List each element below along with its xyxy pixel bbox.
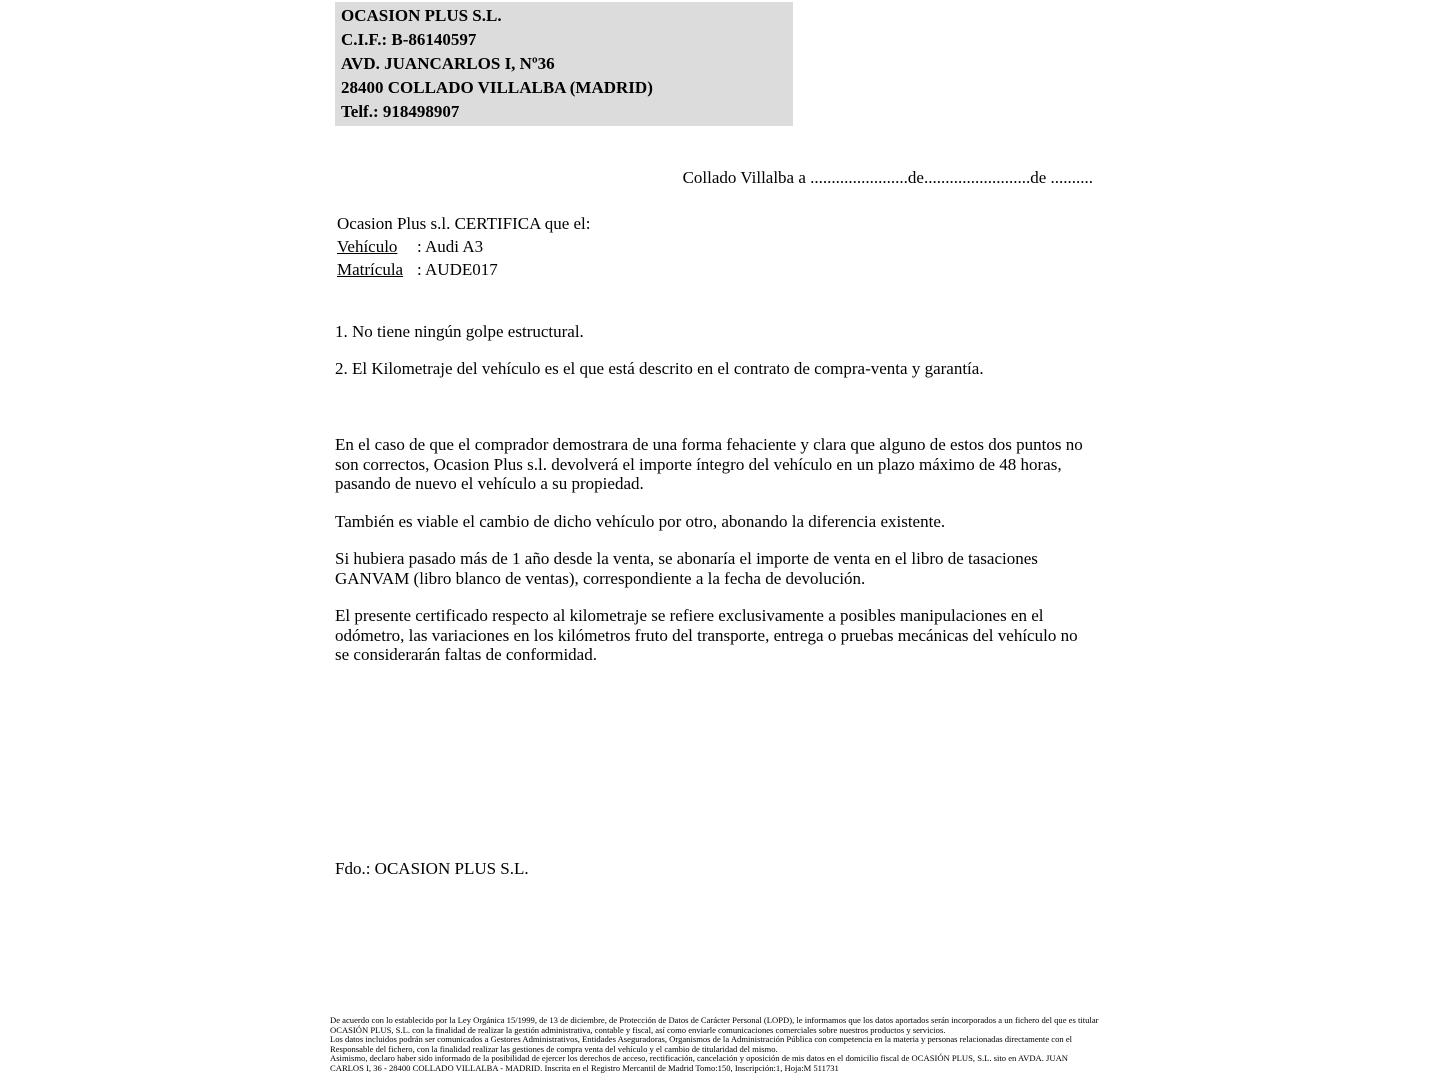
certify-block: [337, 212, 591, 281]
plate-value: : AUDE017: [417, 260, 498, 279]
legal-footer: [330, 1016, 1102, 1074]
company-cif: C.I.F.: B-86140597: [341, 30, 477, 49]
paragraph-odometer: El presente certificado respecto al kilometraje se refiere exclusivamente a posibles manipulaciones en el odómetro, las variaciones en los kilómetros fruto del transporte, entrega o pruebas mecánicas del vehículo no se considerarán faltas de conformidad.: [335, 606, 1078, 664]
legal-paragraph-data-sharing: Los datos incluidos podrán ser comunicados a Gestores Administrativos, Entidades Aseguradoras, Organismos de la Administración Pública con competencia en la materia y personas relacionadas directamente con el Responsable del fichero, con la finalidad realizar las gestiones de compra venta del vehículo y el cambio de titularidad del mismo.: [330, 1034, 1073, 1054]
date-line: Collado Villalba a .......................de.........................de ..........: [682, 168, 1093, 187]
company-address: AVD. JUANCARLOS I, Nº36: [341, 54, 555, 73]
company-city: 28400 COLLADO VILLALBA (MADRID): [341, 78, 653, 97]
paragraph-exchange: También es viable el cambio de dicho vehículo por otro, abonando la diferencia existente.: [335, 511, 946, 531]
plate-row: [337, 258, 591, 281]
plate-label: Matrícula: [337, 260, 404, 279]
body-text: [335, 435, 1095, 683]
company-phone: Telf.: 918498907: [341, 102, 460, 121]
vehicle-label: Vehículo: [337, 237, 398, 256]
paragraph-ganvam: Si hubiera pasado más de 1 año desde la venta, se abonaría el importe de venta en el libro de tasaciones GANVAM (libro blanco de ventas), correspondiente a la fecha de devolución.: [335, 549, 1038, 588]
vehicle-row: [337, 235, 591, 258]
company-header: [335, 2, 793, 126]
signature-line: Fdo.: OCASION PLUS S.L.: [335, 859, 529, 878]
certificate-point-1: 1. No tiene ningún golpe estructural.: [335, 322, 584, 341]
legal-paragraph-rights: Asimismo, declaro haber sido informado de la posibilidad de ejercer los derechos de acceso, rectificación, cancelación y oposición de mis datos en el domicilio fiscal de OCASIÓN PLUS, S.L. sito en AVDA. JUAN CARLOS I, 36 - 28400 COLLADO VILLALBA - MADRID. Inscrita en el Registro Mercantil de Madrid Tomo:150, Inscripción:1, Hoja:M 511731: [330, 1053, 1069, 1073]
vehicle-value: : Audi A3: [417, 237, 484, 256]
legal-paragraph-lopd: De acuerdo con lo establecido por la Ley Orgánica 15/1999, de 13 de diciembre, de Protección de Datos de Carácter Personal (LOPD), le informamos que los datos aportados serán incorporados a un fichero del que es titular OCASIÓN PLUS, S.L. con la finalidad de realizar la gestión administrativa, contable y fiscal, así como enviarle comunicaciones comerciales sobre nuestros productos y servicios.: [330, 1015, 1099, 1035]
certify-intro: Ocasion Plus s.l. CERTIFICA que el:: [337, 214, 591, 233]
company-name: OCASION PLUS S.L.: [341, 6, 502, 25]
paragraph-refund: En el caso de que el comprador demostrara de una forma fehaciente y clara que alguno de estos dos puntos no son correctos, Ocasion Plus s.l. devolverá el importe íntegro del vehículo en un plazo máximo de 48 horas, pasando de nuevo el vehículo a su propiedad.: [335, 435, 1083, 493]
certificate-point-2: 2. El Kilometraje del vehículo es el que está descrito en el contrato de compra-venta y garantía.: [335, 359, 984, 378]
